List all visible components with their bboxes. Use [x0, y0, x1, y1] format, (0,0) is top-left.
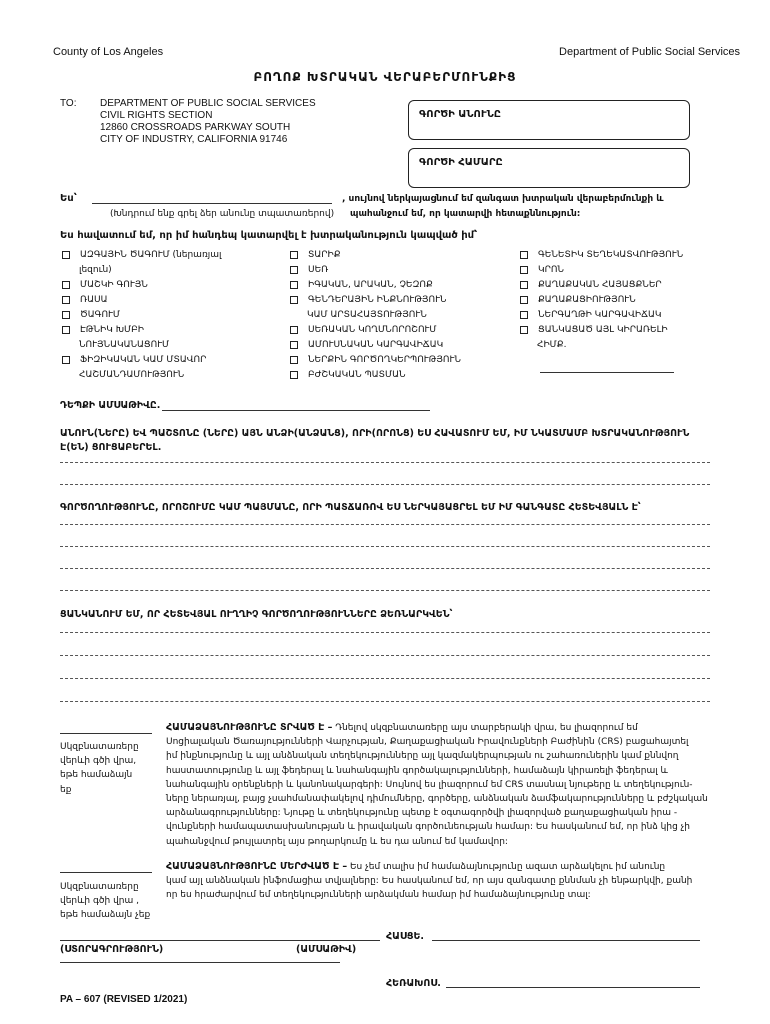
checkbox[interactable]	[520, 326, 528, 334]
form-title: ԲՈՂՈՔ ԽՏՐԱԿԱՆ ՎԵՐԱԲԵՐՄՈՒՆՔԻՑ	[253, 70, 517, 84]
paragraph-line: իմ ինքնությունը և այլ անձնական տեղեկությունները այլ կազմակերպության ու շահառուներին կամ քննվող	[166, 751, 679, 762]
basis-column-2	[290, 248, 461, 383]
paragraph-line: Սոցիալական Ծառայությունների Վարչության, Քաղաքացիական Իրավունքների Բաժինին (CRS) բացահայտել	[166, 737, 689, 748]
checkbox[interactable]	[290, 356, 298, 364]
answer-line[interactable]	[60, 655, 710, 656]
recipient-address	[100, 98, 316, 146]
basis-option-label: ՆՈՒՅՆԱԿԱՆԱՑՈՒՄ	[79, 340, 170, 350]
statement-text-1: , սույնով ներկայացնում եմ զանգատ խտրական վերաբերմունքի և	[342, 194, 664, 204]
belief-text: Ես հավատում եմ, որ իմ հանդեպ կատարվել է խտրականություն կապված իմ՝	[60, 230, 478, 241]
consent-denied-heading: ՀԱՄԱՁԱՅՆՈՒԹՅՈՒՆԸ ՄԵՐԺՎԱԾ Է –	[166, 861, 348, 872]
consent-given-text	[166, 735, 726, 849]
answer-line[interactable]	[60, 632, 710, 633]
basis-option-label: ՑԱՆԿԱՑԱԾ ԱՅԼ ԿԻՐԱՌԵԼԻ	[538, 325, 668, 335]
case-number-label: ԳՈՐԾԻ ՀԱՄԱՐԸ	[419, 157, 503, 168]
basis-option[interactable]	[290, 368, 461, 383]
answer-line[interactable]	[60, 590, 710, 591]
address-line: CITY OF INDUSTRY, CALIFORNIA 91746	[100, 134, 288, 145]
basis-option[interactable]	[520, 293, 683, 308]
basis-option-label: լեզուն)	[79, 265, 112, 275]
checkbox[interactable]	[290, 326, 298, 334]
paragraph-line: ները ներառյալ, բայց չսահմանափակելով դիմումները, գործերը, անձնական ձամֆակարությունները և բժշկական	[166, 794, 708, 805]
to-label: TO:	[60, 98, 77, 109]
side-note-line: եթե համաձայն չեք	[60, 910, 151, 921]
basis-option[interactable]	[290, 338, 461, 353]
basis-option-label: ՌԱՍԱ	[80, 295, 108, 305]
basis-option-label: ԿԱՄ ԱՐՏԱՀԱՅՏՈՒԹՅՈՒՆ	[307, 310, 427, 320]
case-number-field[interactable]	[408, 148, 690, 188]
basis-option[interactable]	[290, 353, 461, 368]
county-label: County of Los Angeles	[53, 46, 164, 58]
answer-line[interactable]	[60, 546, 710, 547]
checkbox[interactable]	[62, 326, 70, 334]
basis-option[interactable]	[520, 278, 683, 293]
consent-given-block	[166, 721, 726, 849]
answer-line[interactable]	[60, 701, 710, 702]
phone-label: ՀԵՌԱԽՈՍ.	[386, 978, 441, 989]
address-label: ՀԱՍՑԵ.	[386, 931, 425, 942]
case-name-field[interactable]	[408, 100, 690, 140]
basis-option-label: ՄԱՇԿԻ ԳՈՒՅՆ	[80, 280, 148, 290]
checkbox[interactable]	[520, 251, 528, 259]
basis-column-1	[62, 248, 221, 383]
paragraph-line: արձանագրությունները: Նյութը և տեղեկությունը պետք է օգտագործվի լիազորված քաղաքացիական իրա -	[166, 808, 678, 819]
basis-option[interactable]	[520, 323, 683, 338]
statement-text-2: պահանջում եմ, որ կատարվի հետաքննություն:	[350, 209, 581, 219]
checkbox[interactable]	[520, 266, 528, 274]
complainant-name-input[interactable]	[92, 203, 332, 204]
phone-input[interactable]	[446, 987, 700, 988]
basis-option[interactable]	[62, 248, 221, 263]
paragraph-line: պահանջվում թույլատրել այս թողարկումը և ես դա անում եմ կամավոր:	[166, 836, 508, 847]
basis-option-label: ԿՐՈՆ	[538, 265, 564, 275]
basis-option-label: ԷԹՆԻԿ ԽՄԲԻ	[80, 325, 144, 335]
basis-option-label: ՖԻԶԻԿԱԿԱՆ ԿԱՄ ՄՏԱՎՈՐ	[80, 355, 207, 365]
address-line: DEPARTMENT OF PUBLIC SOCIAL SERVICES	[100, 98, 316, 109]
basis-option[interactable]	[290, 323, 461, 338]
answer-line[interactable]	[60, 524, 710, 525]
basis-option[interactable]	[520, 308, 683, 323]
address-line: 12860 CROSSROADS PARKWAY SOUTH	[100, 122, 291, 133]
basis-option[interactable]	[290, 278, 461, 293]
paragraph-line: կամ այլ անձնական ինֆոմացիա տվյալները: Ես հասկանում եմ, որ այս զանգատը քննման չի ենթարկվի, քանի	[166, 876, 693, 887]
side-note-line: Սկզբնատառերը	[60, 742, 139, 752]
q2-text: ԳՈՐԾՈՂՈՒԹՅՈՒՆԸ, ՈՐՈՇՈՒՄԸ ԿԱՄ ՊԱՅՄԱՆԸ, ՈՐԻ ՊԱՏՃԱՌՈՎ ԵՍ ՆԵՐԿԱՅԱՑՐԵԼ ԵՄ ԻՄ ԳԱՆԳԱՏԸ ՀԵՏԵՎՅԱԼՆ Է՝	[60, 502, 641, 513]
form-number: PA – 607 (REVISED 1/2021)	[60, 994, 188, 1005]
paragraph-line: նահանգային օրենքների և կանոնակարգերի: Սույնով ես լիազորում եմ CRS տասնալ նյութերը և տեղեկություն-	[166, 779, 693, 790]
consent-given-initials-input[interactable]	[60, 733, 152, 734]
side-note-line: Սկզբնատառերը	[60, 882, 139, 892]
basis-option-label: ՍԵՌԱԿԱՆ ԿՈՂՄՆՈՐՈՇՈՒՄ	[308, 325, 437, 335]
checkbox[interactable]	[62, 311, 70, 319]
answer-line[interactable]	[60, 568, 710, 569]
basis-option-label: ՔԱՂԱՔԱԿԱՆ ՀԱՅԱՑՔՆԵՐ	[538, 280, 662, 290]
q1-text-2: Է(ԵՆ) ՑՈՒՑԱԲԵՐԵԼ.	[60, 442, 162, 453]
basis-option-label: ՆԵՐՔԻՆ ԳՈՐԾՈՂԿԵՐՊՈՒԹՅՈՒՆ	[308, 355, 461, 365]
side-note-line: վերևի գծի վրա,	[60, 756, 137, 767]
side-note-line: վերևի գծի վրա ,	[60, 896, 139, 907]
basis-option	[62, 263, 221, 278]
paragraph-line: վունքների համապատասխանության և իրավական գործունեության համար: Ես հասկանում եմ, որ ինձ կից չի	[166, 822, 690, 833]
basis-option-label: ԱՄՈՒՍՆԱԿԱՆ ԿԱՐԳԱՎԻՃԱԿ	[308, 340, 444, 350]
checkbox[interactable]	[62, 281, 70, 289]
basis-option[interactable]	[62, 308, 221, 323]
consent-given-line: Դնելով սկզբնատառերը այս տարբերակի վրա, ես լիազորում եմ	[335, 723, 638, 733]
checkbox[interactable]	[520, 281, 528, 289]
consent-denied-line: Ես չեմ տալիս իմ համաձայնությունը ազատ արձակելու իմ անունը	[349, 862, 666, 872]
extra-signature-line[interactable]	[60, 962, 340, 963]
i-label: Ես՝	[60, 193, 77, 204]
answer-line[interactable]	[60, 678, 710, 679]
basis-option	[290, 308, 461, 323]
checkbox[interactable]	[520, 296, 528, 304]
checkbox[interactable]	[290, 371, 298, 379]
side-note-line: եք	[60, 784, 72, 795]
paragraph-line: հաստատությունը և այլ ֆեդերալ և նահանգային գործակալությունների, համաձայն կիրառելի ֆեդերալ և	[166, 765, 668, 776]
basis-option-label: ԱԶԳԱՅԻՆ ԾԱԳՈՒՄ (ներառյալ	[80, 250, 222, 260]
consent-given-heading: ՀԱՄԱՁԱՅՆՈՒԹՅՈՒՆԸ ՏՐՎԱԾ Է –	[166, 722, 333, 733]
checkbox[interactable]	[520, 311, 528, 319]
incident-date-label: ԴԵՊՔԻ ԱՄՍԱԹԻՎԸ.	[60, 400, 161, 411]
answer-line[interactable]	[60, 462, 710, 463]
basis-option[interactable]	[62, 323, 221, 338]
department-label: Department of Public Social Services	[559, 46, 740, 58]
paragraph-line: որ ես հրաժարվում եմ տեղեկությունների արձակման համար իմ համաձայնությունը տալ:	[166, 890, 591, 901]
basis-option[interactable]	[62, 278, 221, 293]
basis-option	[62, 338, 221, 353]
consent-denied-block	[166, 860, 726, 903]
signature-label: (ՍՏՈՐԱԳՐՈՒԹՅՈՒՆ)	[60, 944, 164, 955]
basis-option	[62, 368, 221, 383]
basis-option[interactable]	[520, 263, 683, 278]
checkbox[interactable]	[290, 296, 298, 304]
answer-line[interactable]	[60, 484, 710, 485]
basis-option-label: ՀԱՇՄԱՆԴԱՄՈՒԹՅՈՒՆ	[79, 370, 185, 380]
basis-option	[520, 338, 683, 353]
side-note-line: եթե համաձայն	[60, 770, 133, 781]
incident-date-input[interactable]	[162, 410, 430, 411]
date-label: (ԱՄՍԱԹԻՎ)	[296, 944, 357, 955]
basis-option[interactable]	[62, 293, 221, 308]
checkbox[interactable]	[62, 356, 70, 364]
q1-text-1: ԱՆՈՒՆ(ՆԵՐԸ) ԵՎ ՊԱՇՏՈՆԸ (ՆԵՐԸ) ԱՅՆ ԱՆՁԻ(ԱՆՁԱՆՑ), ՈՐԻ(ՈՐՈՆՑ) ԵՍ ՀԱՎԱՏՈՒՄ ԵՄ, ԻՄ ՆԿԱՏՄԱՄԲ ԽՏՐԱԿԱՆՈՒԹՅՈՒՆ	[60, 428, 690, 439]
case-name-label: ԳՈՐԾԻ ԱՆՈՒՆԸ	[419, 109, 501, 120]
checkbox[interactable]	[290, 266, 298, 274]
basis-option[interactable]	[290, 248, 461, 263]
consent-denied-initials-input[interactable]	[60, 872, 152, 873]
checkbox[interactable]	[62, 251, 70, 259]
checkbox[interactable]	[62, 296, 70, 304]
basis-option-label: ԳԵՆԴԵՐԱՅԻՆ ԻՆՔՆՈՒԹՅՈՒՆ	[308, 295, 447, 305]
basis-option-label: ԾԱԳՈՒՄ	[80, 310, 120, 320]
checkbox[interactable]	[290, 281, 298, 289]
basis-option-label: ՍԵՌ	[308, 265, 329, 275]
basis-option[interactable]	[62, 353, 221, 368]
consent-given-side-note	[60, 740, 139, 797]
basis-option-label: ՆԵՐԳԱՂԹԻ ԿԱՐԳԱՎԻՃԱԿ	[538, 310, 662, 320]
address-input[interactable]	[432, 940, 700, 941]
q3-text: ՑԱՆԿԱՆՈՒՄ ԵՄ, ՈՐ ՀԵՏԵՎՅԱԼ ՈՒՂՂԻՉ ԳՈՐԾՈՂՈՒԹՅՈՒՆՆԵՐԸ ՁԵՌՆԱՐԿՎԵՆ՝	[60, 609, 453, 620]
basis-column-3	[520, 248, 683, 353]
basis-option-label: ԲԺՇԿԱԿԱՆ ՊԱՏՄԱՆ	[308, 370, 406, 380]
basis-option-label: ՀԻՄՔ.	[537, 340, 567, 350]
consent-denied-side-note	[60, 880, 150, 923]
basis-option[interactable]	[520, 248, 683, 263]
basis-option[interactable]	[290, 263, 461, 278]
consent-denied-text	[166, 874, 726, 902]
address-line: CIVIL RIGHTS SECTION	[100, 110, 213, 121]
signature-date-input[interactable]	[60, 940, 380, 941]
checkbox[interactable]	[290, 341, 298, 349]
basis-option-label: ԳԵՆԵՏԻԿ ՏԵՂԵԿԱՏՎՈՒԹՅՈՒՆ	[538, 250, 684, 260]
basis-option-label: ՔԱՂԱՔԱՑԻՈՒԹՅՈՒՆ	[538, 295, 636, 305]
basis-option-label: ԻԳԱԿԱՆ, ԱՐԱԿԱՆ, ՉԵԶՈՔ	[308, 280, 433, 290]
basis-option[interactable]	[290, 293, 461, 308]
other-basis-input[interactable]	[540, 372, 674, 373]
checkbox[interactable]	[290, 251, 298, 259]
name-hint: (Խնդրում ենք գրել ձեր անունը տպատառերով)	[110, 209, 335, 219]
basis-option-label: ՏԱՐԻՔ	[308, 250, 341, 260]
